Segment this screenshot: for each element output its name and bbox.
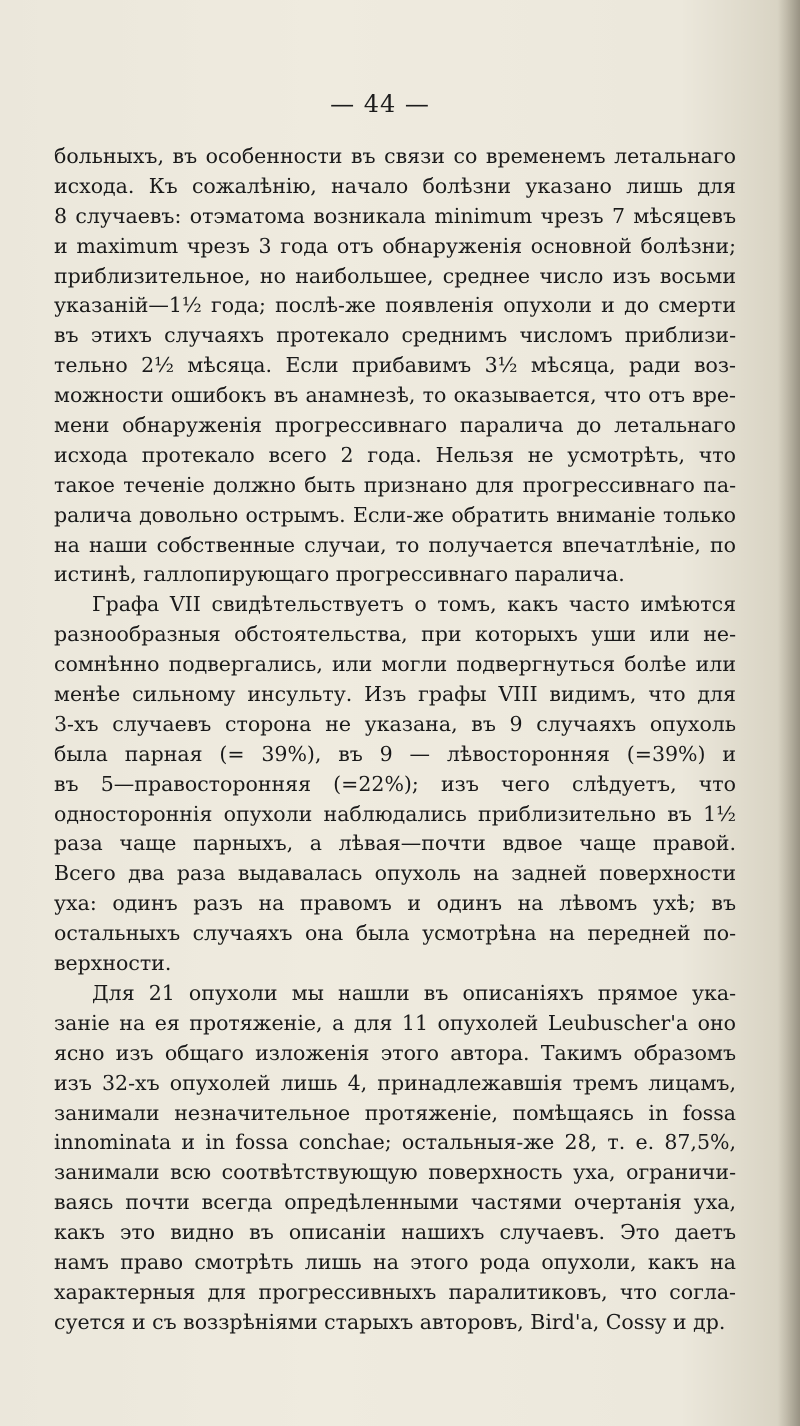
text-line: мени обнаруженія прогрессивнаго паралича до летальнаго [54,413,736,438]
text-line: ясно изъ общаго изложенія этого автора. Такимъ образомъ [54,1040,736,1065]
text-line: заніе на ея протяженіе, а для 11 опухолей Leubuscher'a оно [54,1010,736,1035]
text-line: одностороннія опухоли наблюдались приблизительно въ 1½ [54,801,736,826]
text-line: была парная (= 39%), въ 9 — лѣвосторонняя (=39%) и [54,741,736,766]
text-line: намъ право смотрѣть лишь на этого рода опухоли, какъ на [54,1249,736,1274]
text-line: какъ это видно въ описаніи нашихъ случаевъ. Это даетъ [54,1220,736,1245]
text-line: такое теченіе должно быть признано для прогрессивнаго па- [54,472,736,497]
text-line: приблизительное, но наибольшее, среднее число изъ восьми [54,263,736,288]
text-line: ваясь почти всегда опредѣленными частями очертанія уха, [54,1190,736,1215]
text-line: Графа VII свидѣтельствуетъ о томъ, какъ часто имѣются [92,592,736,617]
text-line: верхности. [54,951,172,976]
text-line: больныхъ, въ особенности въ связи со временемъ летальнаго [54,144,736,168]
text-line: разнообразныя обстоятельства, при которыхъ уши или не- [54,622,736,647]
page-number: — 44 — [330,90,430,118]
text-line: остальныхъ случаяхъ она была усмотрѣна на передней по- [54,921,736,946]
text-line: сомнѣнно подвергались, или могли подвергнуться болѣе или [54,652,736,677]
text-line: Для 21 опухоли мы нашли въ описаніяхъ прямое ука- [92,980,736,1005]
text-line: въ этихъ случаяхъ протекало среднимъ числомъ приблизи- [54,323,736,348]
text-line: и maximum чрезъ 3 года отъ обнаруженія основной болѣзни; [54,233,736,258]
text-line: занимали незначительное протяженіе, помѣщаясь in fossa [54,1100,736,1125]
text-line: истинѣ, галлопирующаго прогрессивнаго паралича. [54,562,625,587]
text-line: въ 5—правосторонняя (=22%); изъ чего слѣдуетъ, что [54,771,736,796]
text-line: уха: одинъ разъ на правомъ и одинъ на лѣвомъ ухѣ; въ [54,891,736,916]
page-edge-shadow [778,0,800,1426]
text-line: занимали всю соотвѣтствующую поверхность уха, ограничи- [54,1160,736,1185]
text-line: на наши собственные случаи, то получается впечатлѣніе, по [54,532,736,557]
text-line: суется и съ воззрѣніями старыхъ авторовъ, Bird'a, Cossy и др. [54,1309,726,1334]
text-line: можности ошибокъ въ анамнезѣ, то оказывается, что отъ вре- [54,383,736,408]
text-line: исхода протекало всего 2 года. Нельзя не усмотрѣть, что [54,442,736,467]
text-line: характерныя для прогрессивныхъ паралитиковъ, что согла- [54,1279,736,1304]
text-line: 8 случаевъ: отэматома возникала minimum чрезъ 7 мѣсяцевъ [54,203,736,228]
text-line: 3-хъ случаевъ сторона не указана, въ 9 случаяхъ опухоль [54,711,736,736]
text-line: раза чаще парныхъ, а лѣвая—почти вдвое чаще правой. [54,831,736,856]
body-text [54,142,736,1338]
text-line: изъ 32-хъ опухолей лишь 4, принадлежавшія тремъ лицамъ, [54,1070,736,1095]
text-line: менѣе сильному инсульту. Изъ графы VIII видимъ, что для [54,682,736,707]
text-line: указаній—1½ года; послѣ-же появленія опухоли и до смерти [54,293,736,318]
text-line: innominata и in fossa conchae; остальныя-же 28, т. е. 87,5%, [54,1130,736,1155]
text-line: ралича довольно острымъ. Если-же обратить вниманіе только [54,502,736,527]
text-line: исхода. Къ сожалѣнію, начало болѣзни указано лишь для [54,173,736,198]
text-line: Всего два раза выдавалась опухоль на задней поверхности [54,861,736,886]
text-line: тельно 2½ мѣсяца. Если прибавимъ 3½ мѣсяца, ради воз- [54,353,736,378]
